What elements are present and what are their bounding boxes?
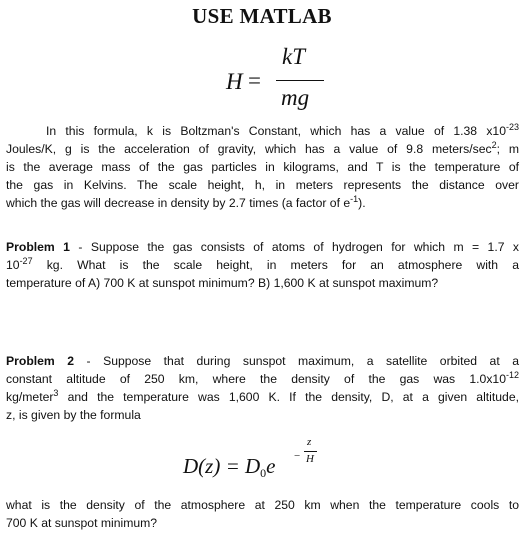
intro-paragraph [6, 122, 519, 212]
exponent-fraction-bar [304, 451, 317, 452]
density-formula-main: D(z) = D0e [183, 454, 276, 480]
problem-2-line: Problem 2 - Suppose that during sunspot maximum, a satellite orbited at a [6, 354, 519, 368]
problem-1-line: Problem 1 - Suppose the gas consists of atoms of hydrogen for which m = 1.7 x [6, 240, 519, 254]
problem-2 [6, 352, 519, 424]
fraction-bar [276, 80, 324, 81]
formula-lhs: H [226, 69, 243, 94]
problem-1-label: Problem 1 [6, 240, 70, 254]
scale-height-formula [226, 44, 346, 124]
intro-line: is the average mass of the gas particles in kilograms, and T is the temperature of [6, 160, 519, 174]
intro-line: In this formula, k is Boltzman's Constant, which has a value of 1.38 $x10^{-23}$ [46, 122, 519, 138]
problem-2-line: constant altitude of 250 km, where the density of the gas was $1.0x10^{-12}$ [6, 370, 519, 386]
problem-1-line: temperature of A) 700 K at sunspot minimum? B) 1,600 K at sunspot maximum? [6, 276, 439, 290]
intro-line: the gas in Kelvins. The scale height, h, in meters represents the distance over [6, 178, 519, 192]
formula-equals: = [248, 68, 261, 93]
problem-1 [6, 238, 519, 292]
density-formula-exponent: − z H [303, 436, 321, 472]
problem-2-line: kg/meter$^3$ and the temperature was 1,600 K. If the density, D, at a given altitude, [6, 388, 519, 404]
problem-2-label: Problem 2 [6, 354, 75, 368]
intro-line: Joules/K, g is the acceleration of gravity, which has a value of 9.8 meters/$\sec^2$; m [6, 140, 519, 156]
problem-2-line: z, is given by the formula [6, 408, 141, 422]
intro-line: which the gas will decrease in density by 2.7 times (a factor of $e^{-1}$). [6, 194, 366, 210]
question-line: 700 K at sunspot minimum? [6, 516, 158, 530]
formula-denominator: mg [281, 85, 310, 110]
question-paragraph [6, 496, 519, 532]
page-title: USE MATLAB [192, 4, 332, 28]
formula-numerator: kT [282, 44, 305, 69]
question-line: what is the density of the atmosphere at 250 km when the temperature cools to [6, 498, 519, 512]
problem-1-line: $10^{-27}$ kg. What is the scale height, in meters for an atmosphere with a [6, 256, 519, 272]
density-formula [183, 436, 343, 484]
